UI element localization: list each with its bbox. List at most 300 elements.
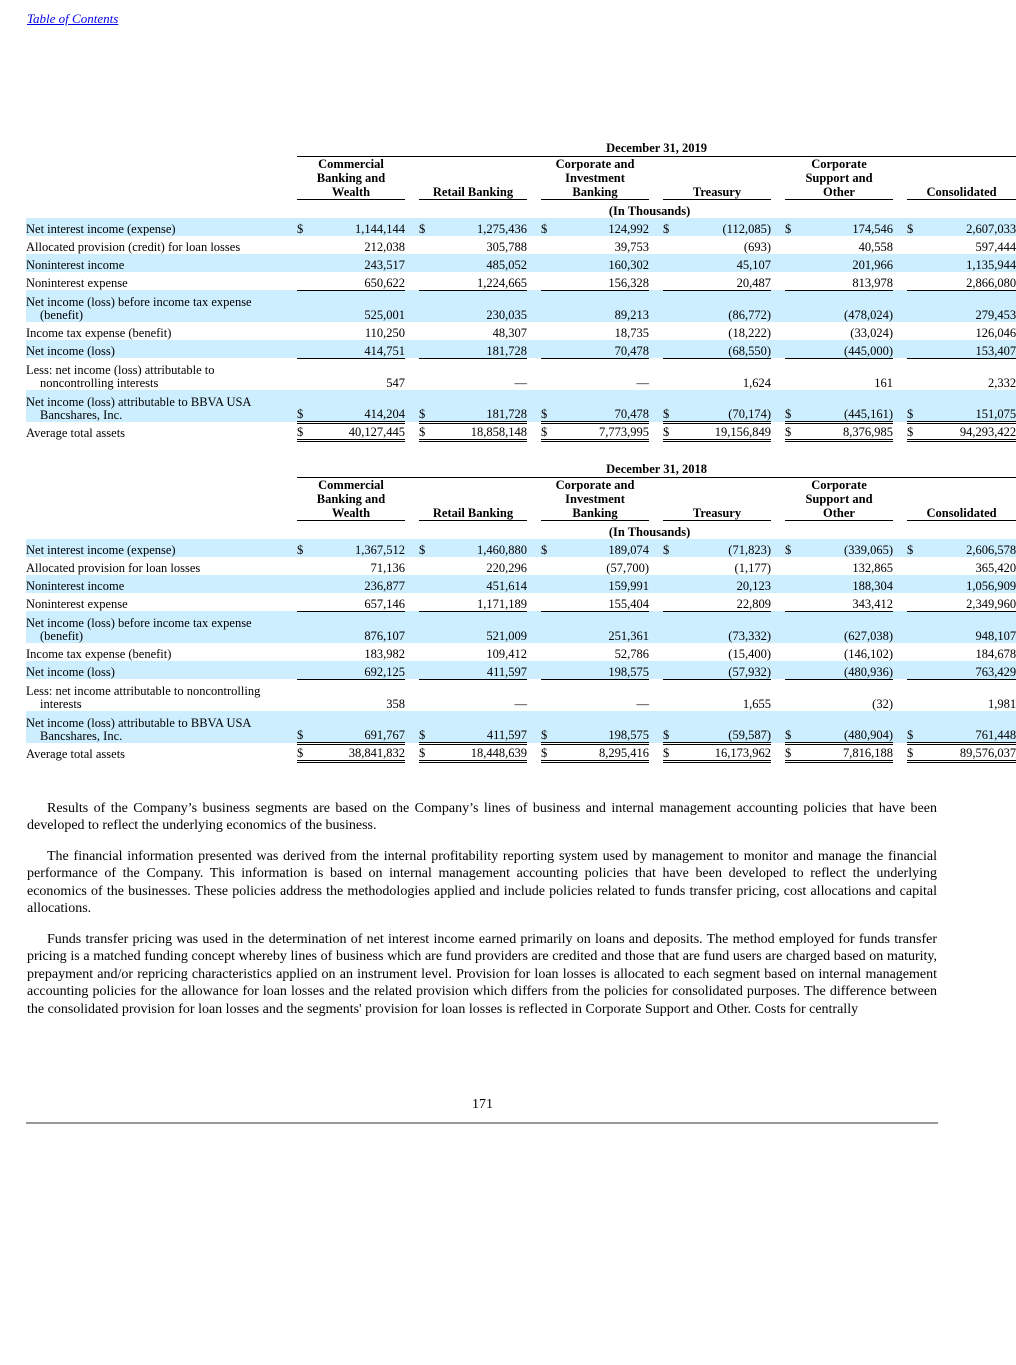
row-label-continuation: Bancshares, Inc. [40, 729, 123, 743]
row-label-text: Net income (loss) [26, 344, 115, 358]
currency-symbol: $ [419, 422, 433, 440]
value-cell: 181,728 [433, 340, 527, 358]
column-header [297, 157, 405, 200]
currency-symbol [419, 661, 433, 679]
column-header [541, 478, 649, 521]
column-header [663, 157, 771, 200]
currency-symbol [907, 643, 921, 661]
value-cell: — [636, 697, 649, 711]
row-label-text: Net income (loss) before income tax expense [26, 616, 252, 630]
currency-symbol [907, 254, 921, 272]
value-cell: 19,156,849 [677, 422, 771, 440]
row-label-text: Less: net income attributable to noncontrolling [26, 684, 261, 698]
row-label-text: Allocated provision for loan losses [26, 561, 201, 575]
currency-symbol [297, 322, 311, 340]
column-header [419, 478, 527, 521]
column-header [419, 157, 527, 200]
row-label [26, 254, 283, 272]
value-cell: 1,171,189 [433, 593, 527, 611]
currency-symbol: $ [785, 390, 799, 422]
currency-symbol [419, 340, 433, 358]
currency-symbol: $ [297, 711, 311, 743]
column-header-line: Corporate [811, 478, 867, 492]
currency-symbol: $ [785, 422, 799, 440]
row-label [26, 358, 283, 390]
row-label [26, 557, 283, 575]
value-cell: (478,024) [799, 290, 893, 322]
currency-symbol [419, 236, 433, 254]
value-cell: 132,865 [852, 561, 893, 575]
table-row [26, 539, 1016, 557]
currency-symbol [419, 322, 433, 340]
currency-symbol [541, 661, 555, 679]
row-label [26, 236, 283, 254]
value-cell: 813,978 [799, 272, 893, 290]
currency-symbol [907, 557, 921, 575]
currency-symbol [419, 679, 433, 711]
column-header-line: Corporate and [555, 478, 635, 492]
currency-symbol [907, 322, 921, 340]
table-row [26, 390, 1016, 422]
currency-symbol [541, 290, 555, 322]
row-label-continuation: (benefit) [40, 629, 84, 643]
value-cell: 8,295,416 [555, 743, 649, 761]
currency-symbol: $ [907, 711, 921, 743]
value-cell: 1,981 [987, 697, 1016, 711]
value-cell: 414,204 [311, 390, 405, 422]
value-cell: 89,213 [555, 290, 649, 322]
value-cell: — [514, 697, 527, 711]
currency-symbol [663, 322, 677, 340]
row-label [26, 322, 283, 340]
currency-symbol: $ [663, 539, 677, 557]
currency-symbol [663, 575, 677, 593]
value-cell: 876,107 [311, 611, 405, 643]
value-cell: — [514, 376, 527, 390]
currency-symbol [785, 643, 799, 661]
value-cell: 40,127,445 [311, 422, 405, 440]
currency-symbol [907, 593, 921, 611]
currency-symbol [663, 679, 677, 711]
value-cell: 2,607,033 [921, 218, 1016, 236]
currency-symbol [663, 661, 677, 679]
row-label-text: Average total assets [26, 747, 126, 761]
value-cell: (59,587) [677, 711, 771, 743]
column-header-line: Wealth [331, 506, 371, 520]
value-cell: 110,250 [364, 326, 405, 340]
currency-symbol [541, 358, 555, 390]
currency-symbol [785, 661, 799, 679]
value-cell: (339,065) [799, 539, 893, 557]
row-label-continuation: (benefit) [40, 308, 84, 322]
currency-symbol: $ [541, 539, 555, 557]
value-cell: 198,575 [555, 661, 649, 679]
value-cell: 2,349,960 [921, 593, 1016, 611]
currency-symbol [297, 661, 311, 679]
currency-symbol [663, 254, 677, 272]
currency-symbol [297, 254, 311, 272]
value-cell: 155,404 [555, 593, 649, 611]
currency-symbol: $ [907, 743, 921, 761]
table-of-contents-link[interactable]: Table of Contents [27, 11, 119, 26]
value-cell: (71,823) [677, 539, 771, 557]
value-cell: (445,161) [799, 390, 893, 422]
value-cell: 153,407 [921, 340, 1016, 358]
value-cell: 251,361 [555, 611, 649, 643]
column-header [907, 478, 1016, 521]
value-cell: 358 [386, 697, 405, 711]
currency-symbol [541, 236, 555, 254]
value-cell: 1,655 [742, 697, 771, 711]
table-row [26, 218, 1016, 236]
value-cell: 2,606,578 [921, 539, 1016, 557]
currency-symbol: $ [419, 539, 433, 557]
row-label [26, 340, 283, 358]
column-header-line: Treasury [692, 185, 742, 199]
value-cell: (68,550) [677, 340, 771, 358]
table-row [26, 322, 1016, 340]
currency-symbol [663, 290, 677, 322]
value-cell: 40,558 [858, 240, 893, 254]
row-label [26, 575, 283, 593]
value-cell: 156,328 [555, 272, 649, 290]
value-cell: (480,936) [799, 661, 893, 679]
row-label-text: Average total assets [26, 426, 126, 440]
value-cell: 411,597 [433, 711, 527, 743]
table-row [26, 679, 1016, 711]
column-header-line: Banking [572, 506, 618, 520]
value-cell: 7,816,188 [799, 743, 893, 761]
value-cell: 8,376,985 [799, 422, 893, 440]
currency-symbol [663, 593, 677, 611]
value-cell: 181,728 [433, 390, 527, 422]
table-row [26, 711, 1016, 743]
currency-symbol [297, 611, 311, 643]
value-cell: 763,429 [921, 661, 1016, 679]
value-cell: (693) [743, 240, 771, 254]
table-row [26, 743, 1016, 761]
row-label [26, 679, 283, 711]
value-cell: 650,622 [311, 272, 405, 290]
column-header [785, 478, 893, 521]
row-label [26, 611, 283, 643]
value-cell: 124,992 [555, 218, 649, 236]
currency-symbol [663, 557, 677, 575]
value-cell: 2,866,080 [921, 272, 1016, 290]
row-label [26, 661, 283, 679]
column-header-line: Corporate and [555, 157, 635, 171]
value-cell: 160,302 [555, 254, 649, 272]
currency-symbol: $ [541, 422, 555, 440]
value-cell: (627,038) [799, 611, 893, 643]
paragraph-financial-information: The financial information presented was derived from the internal profitability reporting system used by management to monitor and manage the financial performance of the Company. This information is based on internal management accounting policies that have been developed to reflect the underlying economics of the businesses. These policies address the methodologies applied and include policies related to funds transfer pricing, cost allocations and capital allocations. [27, 849, 937, 917]
column-header-line: Wealth [331, 185, 371, 199]
row-label [26, 711, 283, 743]
value-cell: 1,144,144 [311, 218, 405, 236]
table-row [26, 593, 1016, 611]
column-header [541, 157, 649, 200]
currency-symbol: $ [663, 711, 677, 743]
currency-symbol: $ [297, 422, 311, 440]
paragraph-funds-transfer-pricing: Funds transfer pricing was used in the determination of net interest income earned primarily on loans and deposits. The method employed for funds transfer pricing is a matched funding concept whereby lines of business which are fund providers are credited and those that are fund users are charged based on maturity, prepayment and/or repricing characteristics applied on an instrument level. Provision for loan losses is allocated to each segment based on internal management accounting policies for the allowance for loan losses and the related provision which differs from the policies for consolidated purposes. The difference between the consolidated provision for loan losses and the segments' provision for loan losses is reflected in Corporate Support and Other. Costs for centrally [27, 932, 937, 1017]
row-label-text: Net income (loss) before income tax expense [26, 295, 252, 309]
value-cell: 521,009 [433, 611, 527, 643]
column-header-line: Consolidated [926, 185, 997, 199]
currency-symbol [297, 575, 311, 593]
currency-symbol: $ [785, 711, 799, 743]
value-cell: 174,546 [799, 218, 893, 236]
currency-symbol [419, 643, 433, 661]
row-label [26, 593, 283, 611]
currency-symbol [419, 611, 433, 643]
value-cell: 1,367,512 [311, 539, 405, 557]
currency-symbol [297, 358, 311, 390]
currency-symbol: $ [907, 218, 921, 236]
value-cell: 89,576,037 [921, 743, 1016, 761]
currency-symbol [663, 236, 677, 254]
value-cell: 279,453 [921, 290, 1016, 322]
currency-symbol: $ [663, 422, 677, 440]
units-label: (In Thousands) [608, 525, 691, 539]
value-cell: 94,293,422 [921, 422, 1016, 440]
currency-symbol [785, 575, 799, 593]
value-cell: (33,024) [850, 326, 893, 340]
currency-symbol: $ [785, 743, 799, 761]
value-cell: 1,224,665 [433, 272, 527, 290]
currency-symbol [785, 593, 799, 611]
column-header [297, 478, 405, 521]
currency-symbol [541, 272, 555, 290]
row-label-text: Noninterest income [26, 579, 125, 593]
value-cell: 1,624 [742, 376, 771, 390]
currency-symbol [541, 322, 555, 340]
value-cell: (18,222) [728, 326, 771, 340]
value-cell: 198,575 [555, 711, 649, 743]
value-cell: (86,772) [677, 290, 771, 322]
column-header-line: Other [823, 506, 855, 520]
currency-symbol: $ [785, 218, 799, 236]
column-header-line: Support and [805, 492, 873, 506]
value-cell: 525,001 [311, 290, 405, 322]
column-header-line: Consolidated [926, 506, 997, 520]
currency-symbol: $ [785, 539, 799, 557]
column-header-line: Investment [565, 492, 625, 506]
currency-symbol [541, 643, 555, 661]
row-label-continuation: Bancshares, Inc. [40, 408, 123, 422]
value-cell: 1,135,944 [921, 254, 1016, 272]
segment-table-2018 [26, 462, 1016, 763]
value-cell: 159,991 [555, 575, 649, 593]
currency-symbol [541, 611, 555, 643]
currency-symbol: $ [663, 390, 677, 422]
currency-symbol [297, 272, 311, 290]
column-header-line: Investment [565, 171, 625, 185]
row-label-text: Allocated provision (credit) for loan losses [26, 240, 241, 254]
value-cell: 126,046 [975, 326, 1016, 340]
value-cell: 547 [386, 376, 405, 390]
currency-symbol: $ [297, 743, 311, 761]
value-cell: 161 [874, 376, 893, 390]
table-row [26, 340, 1016, 358]
currency-symbol [541, 575, 555, 593]
currency-symbol [785, 236, 799, 254]
table-row [26, 575, 1016, 593]
table-row [26, 272, 1016, 290]
currency-symbol [541, 340, 555, 358]
value-cell: 236,877 [311, 575, 405, 593]
value-cell: 230,035 [433, 290, 527, 322]
value-cell: 2,332 [987, 376, 1016, 390]
currency-symbol: $ [663, 743, 677, 761]
currency-symbol [297, 340, 311, 358]
row-label-text: Income tax expense (benefit) [26, 647, 172, 661]
currency-symbol [907, 272, 921, 290]
currency-symbol [785, 340, 799, 358]
value-cell: 451,614 [433, 575, 527, 593]
currency-symbol: $ [541, 711, 555, 743]
value-cell: (146,102) [844, 647, 893, 661]
column-header [907, 157, 1016, 200]
footer-divider [26, 1122, 938, 1124]
currency-symbol [907, 611, 921, 643]
currency-symbol [785, 254, 799, 272]
currency-symbol [297, 643, 311, 661]
table-row [26, 254, 1016, 272]
value-cell: 220,296 [486, 561, 527, 575]
value-cell: 414,751 [311, 340, 405, 358]
value-cell: 20,487 [677, 272, 771, 290]
currency-symbol [297, 593, 311, 611]
value-cell: 18,448,639 [433, 743, 527, 761]
currency-symbol [663, 643, 677, 661]
currency-symbol [419, 272, 433, 290]
value-cell: 597,444 [975, 240, 1016, 254]
value-cell: (32) [872, 697, 893, 711]
currency-symbol [419, 575, 433, 593]
column-header-line: Commercial [318, 478, 384, 492]
row-label-continuation: interests [40, 697, 82, 711]
value-cell: (480,904) [799, 711, 893, 743]
value-cell: 761,448 [921, 711, 1016, 743]
value-cell: 39,753 [614, 240, 649, 254]
value-cell: 691,767 [311, 711, 405, 743]
currency-symbol: $ [297, 218, 311, 236]
value-cell: 7,773,995 [555, 422, 649, 440]
currency-symbol: $ [419, 218, 433, 236]
currency-symbol: $ [663, 218, 677, 236]
value-cell: 411,597 [433, 661, 527, 679]
table-period-heading: December 31, 2018 [297, 462, 1016, 478]
value-cell: 151,075 [921, 390, 1016, 422]
currency-symbol [785, 290, 799, 322]
currency-symbol [907, 575, 921, 593]
currency-symbol [419, 254, 433, 272]
table-row [26, 643, 1016, 661]
currency-symbol [785, 679, 799, 711]
value-cell: 52,786 [614, 647, 649, 661]
row-label [26, 218, 283, 236]
column-header-line: Banking [572, 185, 618, 199]
currency-symbol: $ [297, 539, 311, 557]
column-header-line: Banking and [316, 171, 386, 185]
value-cell: (73,332) [677, 611, 771, 643]
currency-symbol [907, 340, 921, 358]
value-cell: (112,085) [677, 218, 771, 236]
column-header-line: Other [823, 185, 855, 199]
currency-symbol [541, 254, 555, 272]
value-cell: (445,000) [799, 340, 893, 358]
currency-symbol: $ [419, 743, 433, 761]
value-cell: 1,275,436 [433, 218, 527, 236]
column-header [663, 478, 771, 521]
column-header-line: Support and [805, 171, 873, 185]
currency-symbol [541, 593, 555, 611]
row-label [26, 743, 283, 761]
value-cell: (1,177) [734, 561, 771, 575]
value-cell: 45,107 [677, 254, 771, 272]
value-cell: 343,412 [799, 593, 893, 611]
currency-symbol [785, 611, 799, 643]
currency-symbol [419, 557, 433, 575]
currency-symbol [907, 290, 921, 322]
column-header-line: Treasury [692, 506, 742, 520]
row-label-text: Noninterest expense [26, 597, 128, 611]
value-cell: 183,982 [364, 647, 405, 661]
value-cell: 48,307 [492, 326, 527, 340]
currency-symbol: $ [419, 390, 433, 422]
currency-symbol: $ [297, 390, 311, 422]
value-cell: (57,700) [606, 561, 649, 575]
row-label [26, 643, 283, 661]
table-row [26, 661, 1016, 679]
currency-symbol: $ [907, 390, 921, 422]
row-label [26, 390, 283, 422]
value-cell: 305,788 [486, 240, 527, 254]
value-cell: 16,173,962 [677, 743, 771, 761]
column-header [785, 157, 893, 200]
currency-symbol [663, 340, 677, 358]
value-cell: (15,400) [728, 647, 771, 661]
row-label-text: Net income (loss) attributable to BBVA USA [26, 716, 252, 730]
value-cell: 188,304 [799, 575, 893, 593]
currency-symbol [785, 358, 799, 390]
currency-symbol [663, 272, 677, 290]
value-cell: 365,420 [975, 561, 1016, 575]
currency-symbol [297, 236, 311, 254]
value-cell: 692,125 [311, 661, 405, 679]
currency-symbol [663, 611, 677, 643]
value-cell: 212,038 [364, 240, 405, 254]
column-header-line: Corporate [811, 157, 867, 171]
row-label-continuation: noncontrolling interests [40, 376, 159, 390]
units-label: (In Thousands) [608, 204, 691, 218]
currency-symbol [907, 358, 921, 390]
page-number: 171 [472, 1097, 493, 1112]
currency-symbol: $ [541, 390, 555, 422]
value-cell: (70,174) [677, 390, 771, 422]
currency-symbol [297, 557, 311, 575]
row-label-text: Net interest income (expense) [26, 543, 176, 557]
row-label-text: Less: net income (loss) attributable to [26, 363, 215, 377]
currency-symbol [663, 358, 677, 390]
paragraph-segment-results: Results of the Company’s business segments are based on the Company’s lines of business and internal management accounting policies that have been developed to reflect the underlying economics of the business. [27, 801, 937, 834]
value-cell: 201,966 [799, 254, 893, 272]
table-period-heading: December 31, 2019 [297, 141, 1016, 157]
value-cell: 485,052 [433, 254, 527, 272]
value-cell: (57,932) [677, 661, 771, 679]
row-label-text: Net income (loss) [26, 665, 115, 679]
row-label-text: Net income (loss) attributable to BBVA USA [26, 395, 252, 409]
